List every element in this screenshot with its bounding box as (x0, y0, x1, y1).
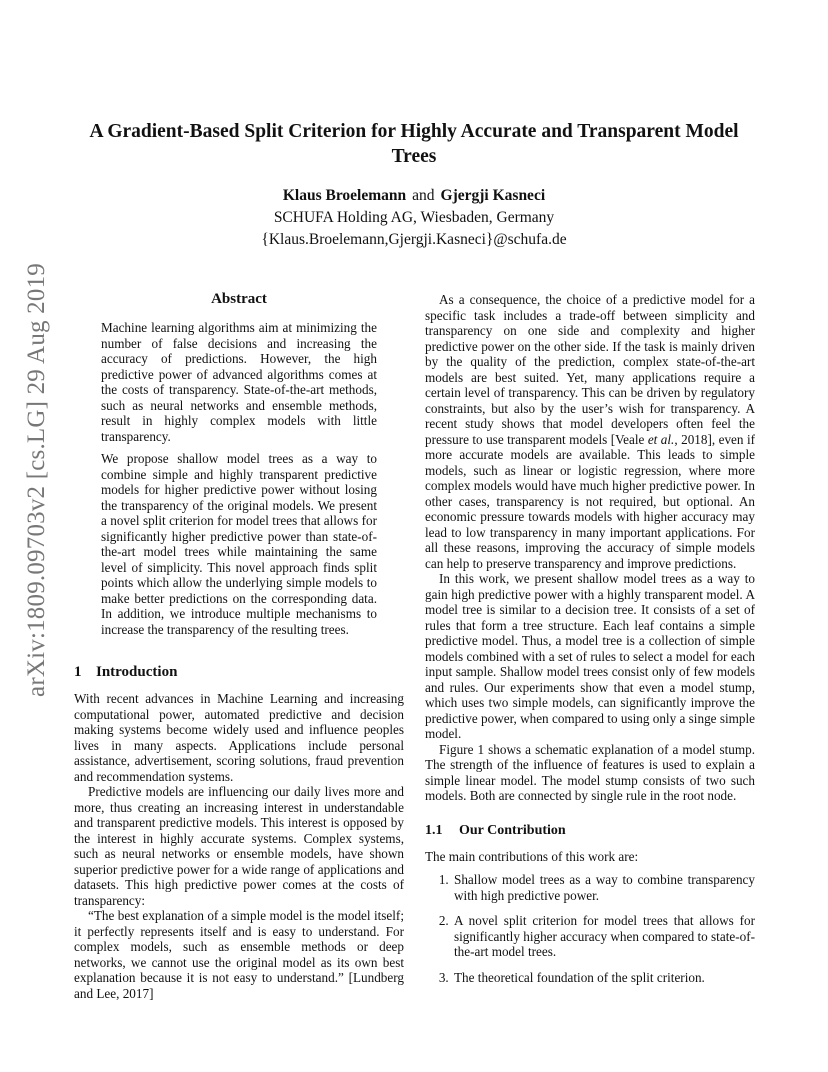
subsection-number: 1.1 (425, 822, 443, 838)
abstract-body (74, 320, 404, 637)
author-name-1: Klaus Broelemann (282, 187, 407, 204)
author-email: {Klaus.Broelemann,Gjergji.Kasneci}@schufa.de (261, 231, 567, 248)
section-title: Introduction (96, 664, 178, 680)
citation-et-al: et al. (647, 431, 675, 447)
author-names (100, 185, 728, 207)
contribution-list (425, 872, 755, 985)
right-paragraph-1 (425, 292, 755, 571)
abstract-paragraph-2: We propose shallow model trees as a way to combine simple and highly transparent predictive models for higher predictive power without losing the transparency of the original models. We present a novel split criterion for model trees that allows for significantly higher predictive power than state-of-the-art model trees while maintaining the same level of simplicity. This novel approach finds split points which allow the underlying simple models to make better predictions on the corresponding data. In addition, we introduce multiple mechanisms to increase the transparency of the resulting trees. (101, 451, 377, 637)
right-paragraph-1-part-a: As a consequence, the choice of a predictive model for a specific task includes a trade-off between simplicity and transparency on one side and complexity and higher predictive power on the other side. If the task is mainly driven by the quality of the prediction, complex state-of-the-art models are best suited. Yet, many applications require a certain level of transparency. This can be driven by regulatory constraints, but also by the user’s wish for transparency. A recent study shows that model developers often feel the pressure to use transparent models [Veale (425, 292, 755, 447)
right-column (425, 292, 755, 995)
contribution-intro: The main contributions of this work are: (425, 848, 639, 864)
intro-paragraph-2: Predictive models are influencing our daily lives more and more, thus creating an increasing interest in understandable and transparent predictive models. This interest is opposed by the interest in highly accurate systems. Complex systems, such as neural networks or ensemble models, have shown superior predictive power for a wide range of applications and datasets. This high predictive power comes at the costs of transparency: (74, 784, 404, 908)
arxiv-identifier (22, 263, 52, 697)
abstract-heading: Abstract (211, 291, 267, 307)
right-paragraph-1-part-b: , 2018], even if more accurate models are available. This leads to simple models, such as linear or logistic regression, where more complex models would have much higher predictive power. In other cases, transparency is not required, but optional. An economic pressure towards models with higher accuracy may lead to low transparency in many important applications. For all these reasons, improving the accuracy of simple models can help to preserve transparency and improve predictions. (425, 431, 756, 571)
author-block (100, 185, 728, 251)
intro-quote-paragraph: “The best explanation of a simple model is the model itself; it perfectly represents itself and is easy to understand. For complex models, such as ensemble methods or deep networks, we cannot use the original model as its own best explanation because it is not easy to understand.” [Lundberg and Lee, 2017] (74, 908, 404, 1001)
subsection-title: Our Contribution (459, 822, 566, 838)
section-number: 1 (74, 664, 82, 680)
paper-title: A Gradient-Based Split Criterion for Highly Accurate and Transparent Model Trees (89, 121, 739, 167)
intro-paragraph-1: With recent advances in Machine Learning and increasing computational power, automated predictive and decision making systems become widely used and influence peoples lives in many aspects. Applications include personal assistance, advertisement, scoring solutions, fraud prevention and recommendation systems. (74, 691, 404, 784)
author-conjunction: and (412, 187, 435, 204)
contribution-item: 2. A novel split criterion for model trees that allows for significantly higher accuracy when compared to state-of-the-art model trees. (452, 913, 755, 960)
author-name-2: Gjergji Kasneci (440, 187, 546, 204)
contribution-item: 1. Shallow model trees as a way to combine transparency with high predictive power. (452, 872, 755, 903)
contribution-item: 3. The theoretical foundation of the split criterion. (452, 970, 755, 986)
right-paragraph-3: Figure 1 shows a schematic explanation of a model stump. The strength of the influence of features is used to explain a simple linear model. The model stump consists of two such models. Both are connected by single rule in the root node. (425, 741, 755, 803)
arxiv-identifier-text: arXiv:1809.09703v2 [cs.LG] 29 Aug 2019 (23, 263, 50, 697)
left-column (74, 290, 404, 1001)
author-affiliation: SCHUFA Holding AG, Wiesbaden, Germany (273, 209, 555, 226)
right-paragraph-2: In this work, we present shallow model trees as a way to gain high predictive power with a highly transparent model. A model tree is similar to a decision tree. It consists of a set of rules that form a tree structure. Each leaf contains a simple predictive model. Thus, a model tree is a collection of simple models combined with a set of rules to select a model for each input sample. Shallow model trees consist only of few models and rules. Our experiments show that even a model stump, which uses two simple models, can significantly improve the predictive power, when compared to using only a singe simple model. (425, 571, 755, 741)
abstract-paragraph-1: Machine learning algorithms aim at minimizing the number of false decisions and increasing the accuracy of predictions. However, the high predictive power of advanced algorithms comes at the costs of transparency. State-of-the-art methods, such as neural networks and ensemble methods, result in highly complex models with little transparency. (101, 320, 377, 444)
subsection-heading-contribution (425, 822, 755, 839)
section-heading-introduction (74, 663, 404, 681)
